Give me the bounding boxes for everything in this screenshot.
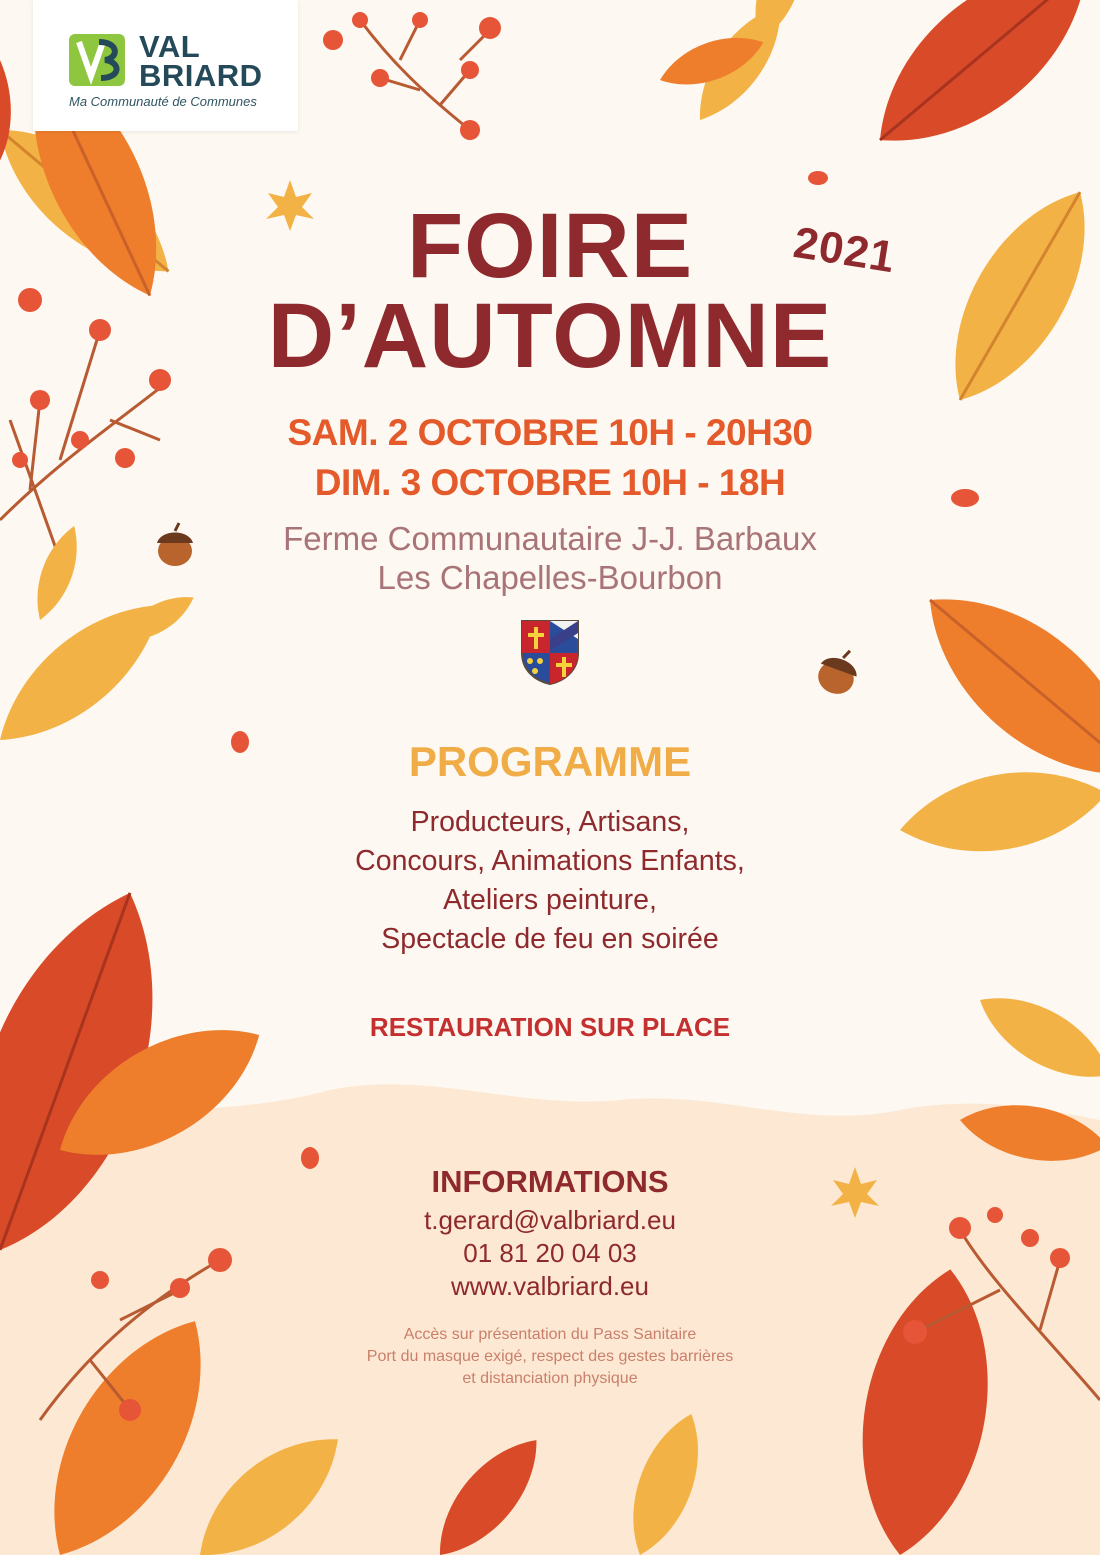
logo-tagline: Ma Communauté de Communes [69,94,257,109]
contact-phone[interactable]: 01 81 20 04 03 [463,1238,637,1268]
programme-line: Concours, Animations Enfants, [355,845,745,877]
logo-text-val: VAL [139,29,201,64]
val-briard-logo-icon [69,30,129,90]
restauration-notice: RESTAURATION SUR PLACE [369,1012,731,1042]
event-date-saturday: SAM. 2 OCTOBRE 10H - 20H30 [287,412,813,453]
event-title-line2: D’AUTOMNE [267,285,833,387]
logo-card [33,0,298,131]
programme-line: Spectacle de feu en soirée [381,923,719,955]
event-date-sunday: DIM. 3 OCTOBRE 10H - 18H [314,462,786,503]
informations-heading: INFORMATIONS [431,1164,669,1199]
programme-heading: PROGRAMME [408,738,692,785]
programme-line: Producteurs, Artisans, [410,806,690,838]
event-title-line1: FOIRE [406,195,694,297]
venue-name: Ferme Communautaire J-J. Barbaux [283,520,817,557]
sanitary-notice-line: et distanciation physique [462,1370,638,1387]
coat-of-arms-icon [520,619,580,685]
event-year: 2021 [790,218,899,283]
venue-town: Les Chapelles-Bourbon [377,559,723,596]
sanitary-notice-line: Accès sur présentation du Pass Sanitaire [403,1326,697,1343]
contact-website[interactable]: www.valbriard.eu [451,1271,649,1301]
logo-text-briard: BRIARD [139,58,263,93]
contact-email[interactable]: t.gerard@valbriard.eu [424,1205,676,1235]
programme-line: Ateliers peinture, [443,884,657,916]
sanitary-notice-line: Port du masque exigé, respect des gestes barrières [366,1348,734,1365]
